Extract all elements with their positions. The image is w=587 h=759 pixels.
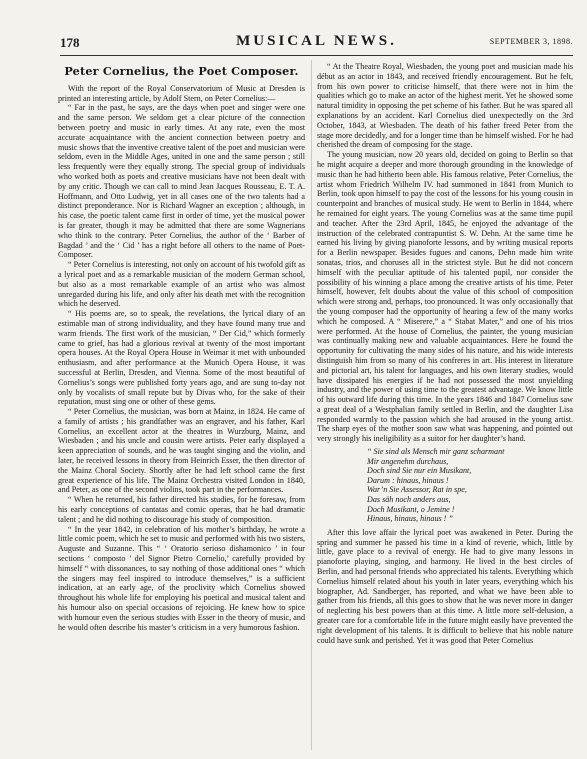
poem-line: Mir angenehm durchaus, xyxy=(367,456,449,466)
paragraph: “ When he returned, his father directed his studies, for he foresaw, from his early conceptions of cantatas and comic operas, that he had dramatic talent ; and he did nothing to discourage his study of composition. xyxy=(58,495,305,524)
paragraph: With the report of the Royal Conservatorium of Music at Dresden is printed an interesting article, by Adolf Stern, on Peter Cornelius:— xyxy=(58,83,305,103)
page-header xyxy=(60,33,573,53)
left-column xyxy=(58,62,305,632)
column-divider xyxy=(311,60,312,750)
poem-line: Doch Musikant, o Jemine ! xyxy=(367,504,455,514)
publication-title: MUSICAL NEWS. xyxy=(236,33,397,49)
paragraph: “ Peter Cornelius, the musician, was born at Mainz, in 1824. He came of a family of artists ; his grandfather was an engraver, and his father, Karl Cornelius, an excellent actor at the theatres in Wurzburg, Mainz, and Wiesbaden ; and his uncle and cousin were artists. Peter early displayed a keen appreciation of sounds, and he was taught singing and the violin, and later, he received lessons in theory from Heinrich Esser, the then director of the Mainz Choral Society. Shortly after he had left school came the first great experience of his life. The Mainz Orchestra visited London in 1840, and Peter, as one of the second violins, took part in the performances. xyxy=(58,407,305,495)
poem-line: Das säh noch anders aus, xyxy=(367,495,451,505)
paragraph: “ His poems are, so to speak, the revelations, the lyrical diary of an estimable man of strong individuality, and they have found many true and warm friends. The first work of the musician, “ Der Cid,” which formerly came to grief, has had a glorious revival at twenty of the most important opera houses. At the Royal Opera House in Weimar it met with unbounded enthusiasm, and after performance at the Munich Opera House, it was successful at Berlin, Dresden, and Vienna. Some of the most beautiful of Cornelius’s songs were published forty years ago, and are sung to-day not only by vocalists of small repute but by Divas who, for the sake of their reputation, must sing one or other of these gems. xyxy=(58,309,305,407)
poem-line: Darum : hinaus, hinaus ! xyxy=(367,475,449,485)
poem-line: “ Sie sind als Mensch mir ganz scharmant xyxy=(367,447,505,457)
header-rule xyxy=(60,55,573,56)
paragraph: After this love affair the lyrical poet was awakened in Peter. During the spring and summer he passed his time in a kind of reverie, which, little by little, gave place to a revival of energy. He had to give many lessons in pianoforte playing, singing, and harmony. He lived in the best circles of Berlin, and had personal friends who appreciated his talents. Everything which Cornelius himself related about his youth in later years, everything which his biographer, Ad. Sandberger, has reported, and what we have been able to gather from his friends, all this goes to show that he was never more in danger of neglecting his best powers than at this time. A little more self-delusion, a greater care for a comfortable life in the future might easily have prevented the right development of his talents. It is difficult to believe that his noble nature could have sunk and perished. Yet it was good that Peter Cornelius xyxy=(317,527,573,645)
issue-date: SEPTEMBER 3, 1898. xyxy=(489,37,573,46)
poem-line: Doch sind Sie nur ein Musikant, xyxy=(367,466,472,476)
paragraph: “ Peter Cornelius is interesting, not only on account of his twofold gift as a lyrical poet and as a remarkable musician of the modern German school, but also as a most remarkable example of an artist who was almost unregarded during his life, and only after his death met with the recognition which he deserved. xyxy=(58,260,305,309)
paragraph: “ Far in the past, he says, are the days when poet and singer were one and the same person. We seldom get a clear picture of the connection between poetry and music in early times. At any rate, even the most accurate acquaintance with the ancient connection between poetry and music shows that the inventive creative talent of the poet and musician were seldom, even in the Middle Ages, united in one and the same person ; still less frequently were they equally strong. The special group of individuals who worked both as poets and creative musicians have not been dealt with by any critic. Though we can call to mind Jean Jacques Rousseau, E. T. A. Hoffmann, and Otto Ludwig, yet in all cases one of the two talents had a distinct preponderance. Nor is Richard Wagner an exception ; although, in his case, the poetic talent came first in order of time, yet the musical power is far greater, though it may be admitted that there are some Wagnerians who think to the contrary. Peter Cornelius, the author of the ‘ Barber of Bagdad ’ and the ‘ Cid ’ has a right before all others to the name of Poet-Composer. xyxy=(58,103,305,260)
right-column xyxy=(317,62,573,645)
page-number: 178 xyxy=(60,35,80,50)
poem-quote xyxy=(367,447,573,524)
poem-line: Hinaus, hinaus, hinaus ! ” xyxy=(367,514,453,524)
paragraph: The young musician, now 20 years old, decided on going to Berlin so that he might acquire a deeper and more thorough grounding in the knowledge of music than he had hitherto been able. His famous relative, Peter Cornelius, the artist whom Friedrich Wilhelm IV. had summoned in 1841 from Munich to Berlin, took upon himself to pay the cost of the lessons for his young cousin in counterpoint and branches of musical study. He went to Berlin in 1844, where he remained for eight years. The young Cornelius was at the same time pupil and teacher. After the 23rd April, 1845, he enjoyed the advantage of the instruction of the celebrated contrapuntist S. W. Dehn. At the same time he earned his living by giving pianoforte lessons, and by writing musical reports for a Berlin newspaper. Besides fugues and canons, Dehn made him write sonatas, trios, and choruses all in the strictest style. But he did not concern himself with the peculiar aptitude of his talented pupil, nor consider the possibility of his winning a place among the creative artists of his time. Peter himself, however, felt doubts about the value of this school of composition which were strong and, perhaps, too pronounced. It was only occasionally that the young composer had the opportunity of hearing a few of the many works which he composed. A “ Miserere,” a “ Stabat Mater,” and one of his trios were performed. At the house of Cornelius, the painter, the young musician was continually making new and valuable acquaintances. Here he found the opportunity for cultivating the many sides of his nature, and his wide interests distinguish him from so many of his confreres in art. His interest in literature and pictorial art, his talent for languages, and his own literary studies, would have dissipated his energies if he had not possessed the most unyielding industry, and the power of using time to the greatest advantage. We know little of his outward life during this time. In the years 1846 and 1847 Cornelius saw a great deal of a Westphalian family settled in Berlin, and the daughter Lisa responded warmly to the passion which she had aroused in the young artist. The sharp eyes of the mother soon saw what was happening, and pointed out very strongly his ineligibility as a suitor for her daughter’s hand. xyxy=(317,150,573,444)
paragraph: “ At the Theatre Royal, Wiesbaden, the young poet and musician made his début as an actor in 1843, and received friendly encouragement. But he felt, from his own power to criticise himself, that there were not in him the qualities which go to make an actor of the highest merit. Yet he showed some natural timidity in opposing the pet scheme of his father. But he was spared all explanations by an accident. Karl Cornelius died unexpectedly on the 3rd October, 1843, at Wiesbaden. The death of his father freed Peter from the stage more decidedly, and for a longer time than he himself wished. For he had cherished the dream of composing for the stage. xyxy=(317,62,573,150)
poem-line: War’n Sie Assessor, Rat in spe, xyxy=(367,485,467,495)
article-title: Peter Cornelius, the Poet Composer. xyxy=(64,64,299,78)
paragraph: “ In the year 1842, in celebration of his mother’s birthday, he wrote a little comic poem, which he set to music and performed with his two sisters, Auguste and Suzanne. This “ ‘ Oratorio serioso dishamonico ’ in four sections ‘ composto ’ del Signor Pietro Cornelio,’ carefully provided by himself “ with dissonances, to say nothing of those additional ones “ which the singers may feel inspired to introduce themselves,” is a sufficient indication, at an early age, of the proclivity which Cornelius showed throughout his whole life for employing his poetical and musical talent and his humour also on special occasions of rejoicing. He knew how to spice with humour even the serious studies with Esser in the theory of music, and he would often describe his master’s criticism in a very humorous fashion. xyxy=(58,524,305,632)
